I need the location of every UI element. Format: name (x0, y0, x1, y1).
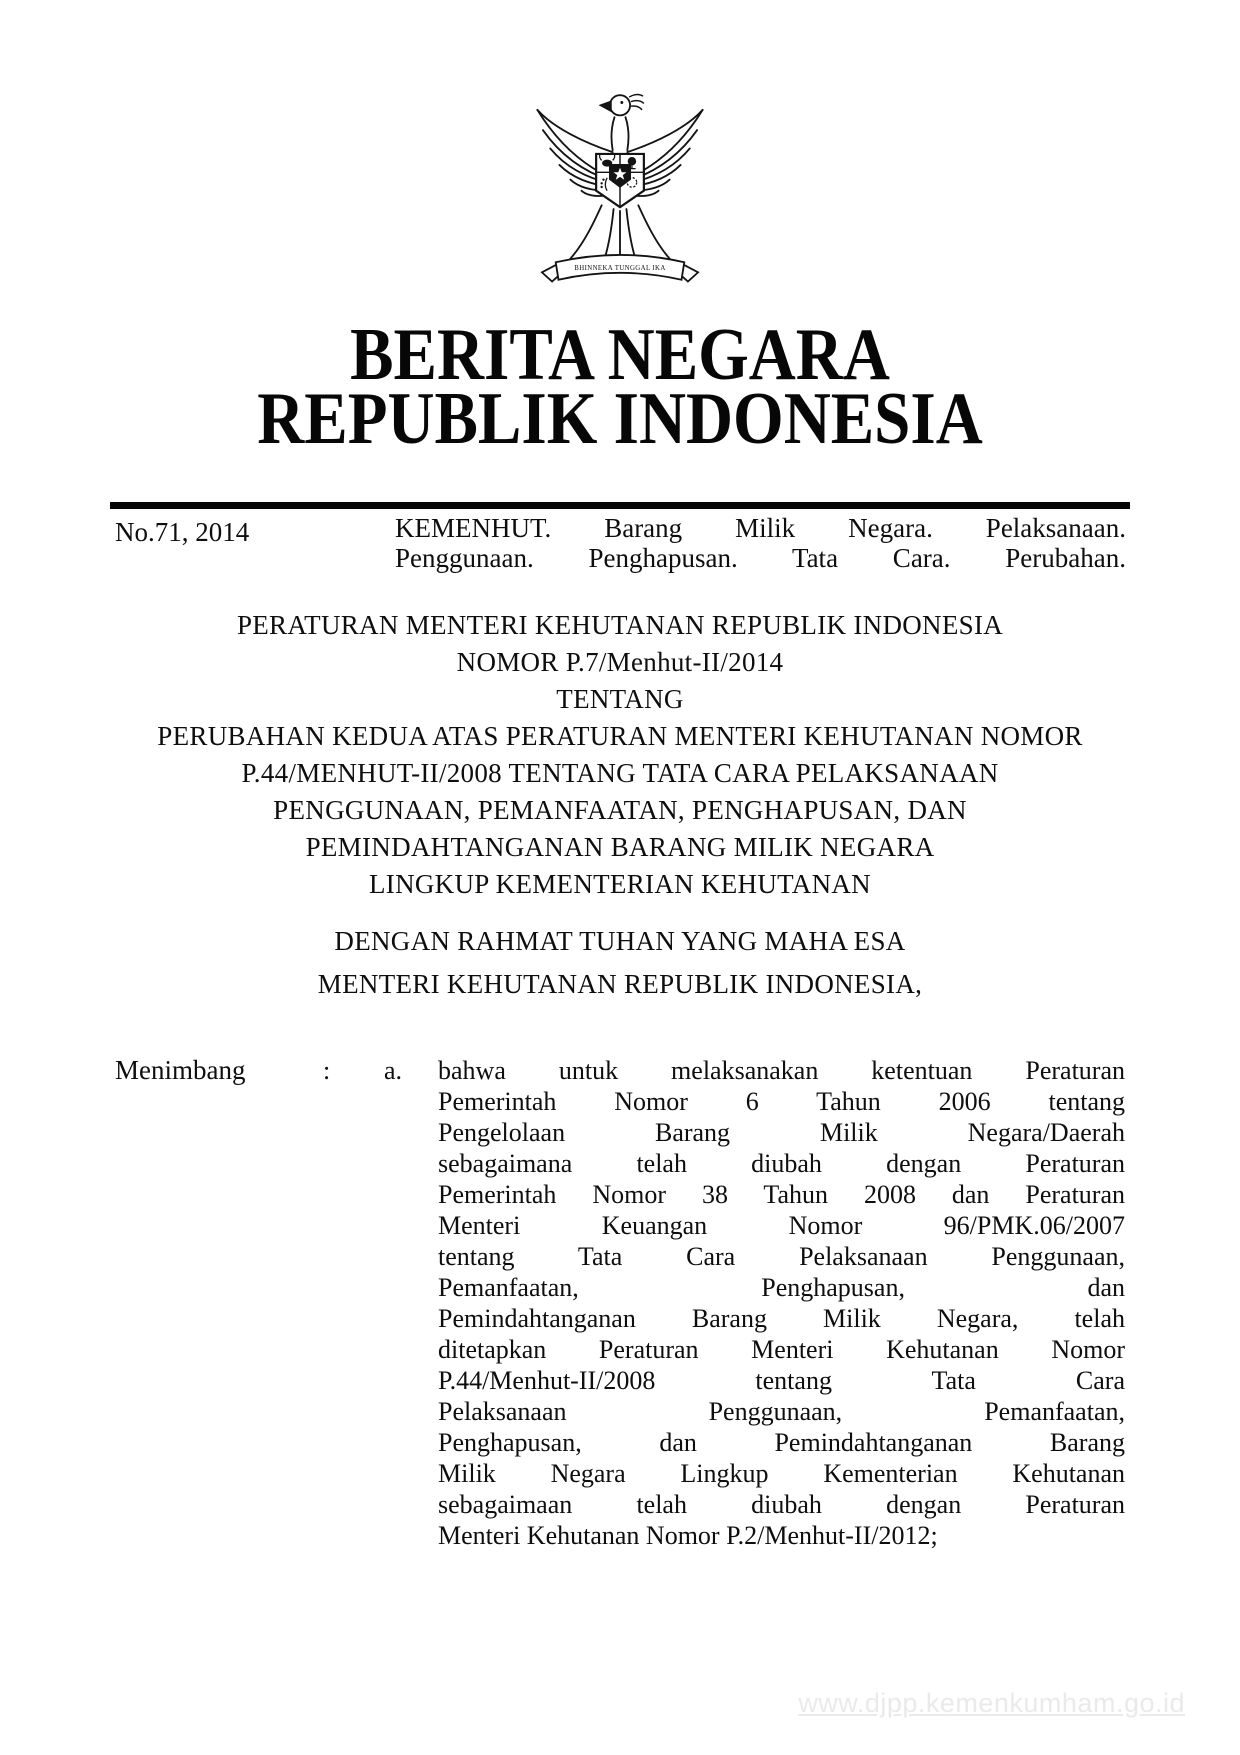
enacting-authority-line: MENTERI KEHUTANAN REPUBLIK INDONESIA, (317, 969, 923, 999)
regulation-authority-line: PERATURAN MENTERI KEHUTANAN REPUBLIK INDONESIA (236, 610, 1004, 640)
gazette-number: No.71, 2014 (115, 517, 250, 547)
consideration-item-paragraph (438, 1055, 1125, 1551)
garuda-pancasila-emblem (528, 86, 712, 299)
regulation-tentang-line: TENTANG (556, 684, 684, 714)
gazette-abstract (395, 513, 1126, 573)
regulation-subject-line: P.44/MENHUT-II/2008 TENTANG TATA CARA PELAKSANAAN (241, 758, 999, 788)
masthead-title-line2: REPUBLIK INDONESIA (257, 378, 983, 460)
paragraph-line: Menteri Keuangan Nomor 96/PMK.06/2007 (438, 1211, 1125, 1240)
masthead-divider-rule (110, 502, 1130, 509)
gazette-abstract-line: Penggunaan. Penghapusan. Tata Cara. Perubahan. (395, 543, 1126, 573)
paragraph-line: Penghapusan, dan Pemindahtanganan Barang (438, 1428, 1125, 1457)
paragraph-line: P.44/Menhut-II/2008 tentang Tata Cara (438, 1366, 1125, 1395)
eagle-head (601, 94, 644, 115)
considerations-section (0, 1055, 1240, 1551)
regulation-subject-line: PENGGUNAAN, PEMANFAATAN, PENGHAPUSAN, DAN (273, 795, 967, 825)
gazette-abstract-line: KEMENHUT. Barang Milik Negara. Pelaksanaan. (395, 513, 1126, 543)
paragraph-line: tentang Tata Cara Pelaksanaan Penggunaan, (438, 1242, 1125, 1271)
considerations-label: Menimbang (115, 1055, 246, 1085)
regulation-subject (0, 718, 1240, 903)
watermark-link[interactable]: www.djpp.kemenkumham.go.id (798, 1688, 1185, 1718)
paragraph-line: Pemanfaatan, Penghapusan, dan (438, 1273, 1125, 1302)
paragraph-line: ditetapkan Peraturan Menteri Kehutanan Nomor (438, 1335, 1125, 1364)
motto-text: BHINNEKA TUNGGAL IKA (574, 265, 666, 273)
paragraph-line: Pemerintah Nomor 38 Tahun 2008 dan Peraturan (438, 1180, 1125, 1209)
gazette-masthead (0, 314, 1240, 460)
paragraph-line: bahwa untuk melaksanakan ketentuan Peraturan (438, 1056, 1125, 1085)
regulation-subject-line: LINGKUP KEMENTERIAN KEHUTANAN (369, 869, 871, 899)
paragraph-line: Milik Negara Lingkup Kementerian Kehutanan (438, 1459, 1125, 1488)
paragraph-line: sebagaimana telah diubah dengan Peraturan (438, 1149, 1125, 1178)
consideration-item-marker: a. (384, 1056, 403, 1085)
masthead-title-line1: BERITA NEGARA (350, 314, 890, 396)
regulation-number-line: NOMOR P.7/Menhut-II/2014 (456, 647, 784, 677)
paragraph-line: Pemerintah Nomor 6 Tahun 2006 tentang (438, 1087, 1125, 1116)
paragraph-line: Menteri Kehutanan Nomor P.2/Menhut-II/2012; (438, 1521, 938, 1550)
paragraph-line: Pengelolaan Barang Milik Negara/Daerah (438, 1118, 1125, 1147)
invocation-line: DENGAN RAHMAT TUHAN YANG MAHA ESA (334, 926, 906, 956)
gazette-info-row (0, 513, 1240, 573)
paragraph-line: Pelaksanaan Penggunaan, Pemanfaatan, (438, 1397, 1125, 1426)
paragraph-line: sebagaimaan telah diubah dengan Peraturan (438, 1490, 1125, 1519)
regulation-heading (0, 607, 1240, 1003)
regulation-subject-line: PEMINDAHTANGANAN BARANG MILIK NEGARA (305, 832, 935, 862)
paragraph-line: Pemindahtanganan Barang Milik Negara, telah (438, 1304, 1125, 1333)
garuda-emblem-drawing (528, 86, 712, 299)
regulation-subject-line: PERUBAHAN KEDUA ATAS PERATURAN MENTERI KEHUTANAN NOMOR (157, 721, 1083, 751)
considerations-separator: : (323, 1056, 331, 1085)
